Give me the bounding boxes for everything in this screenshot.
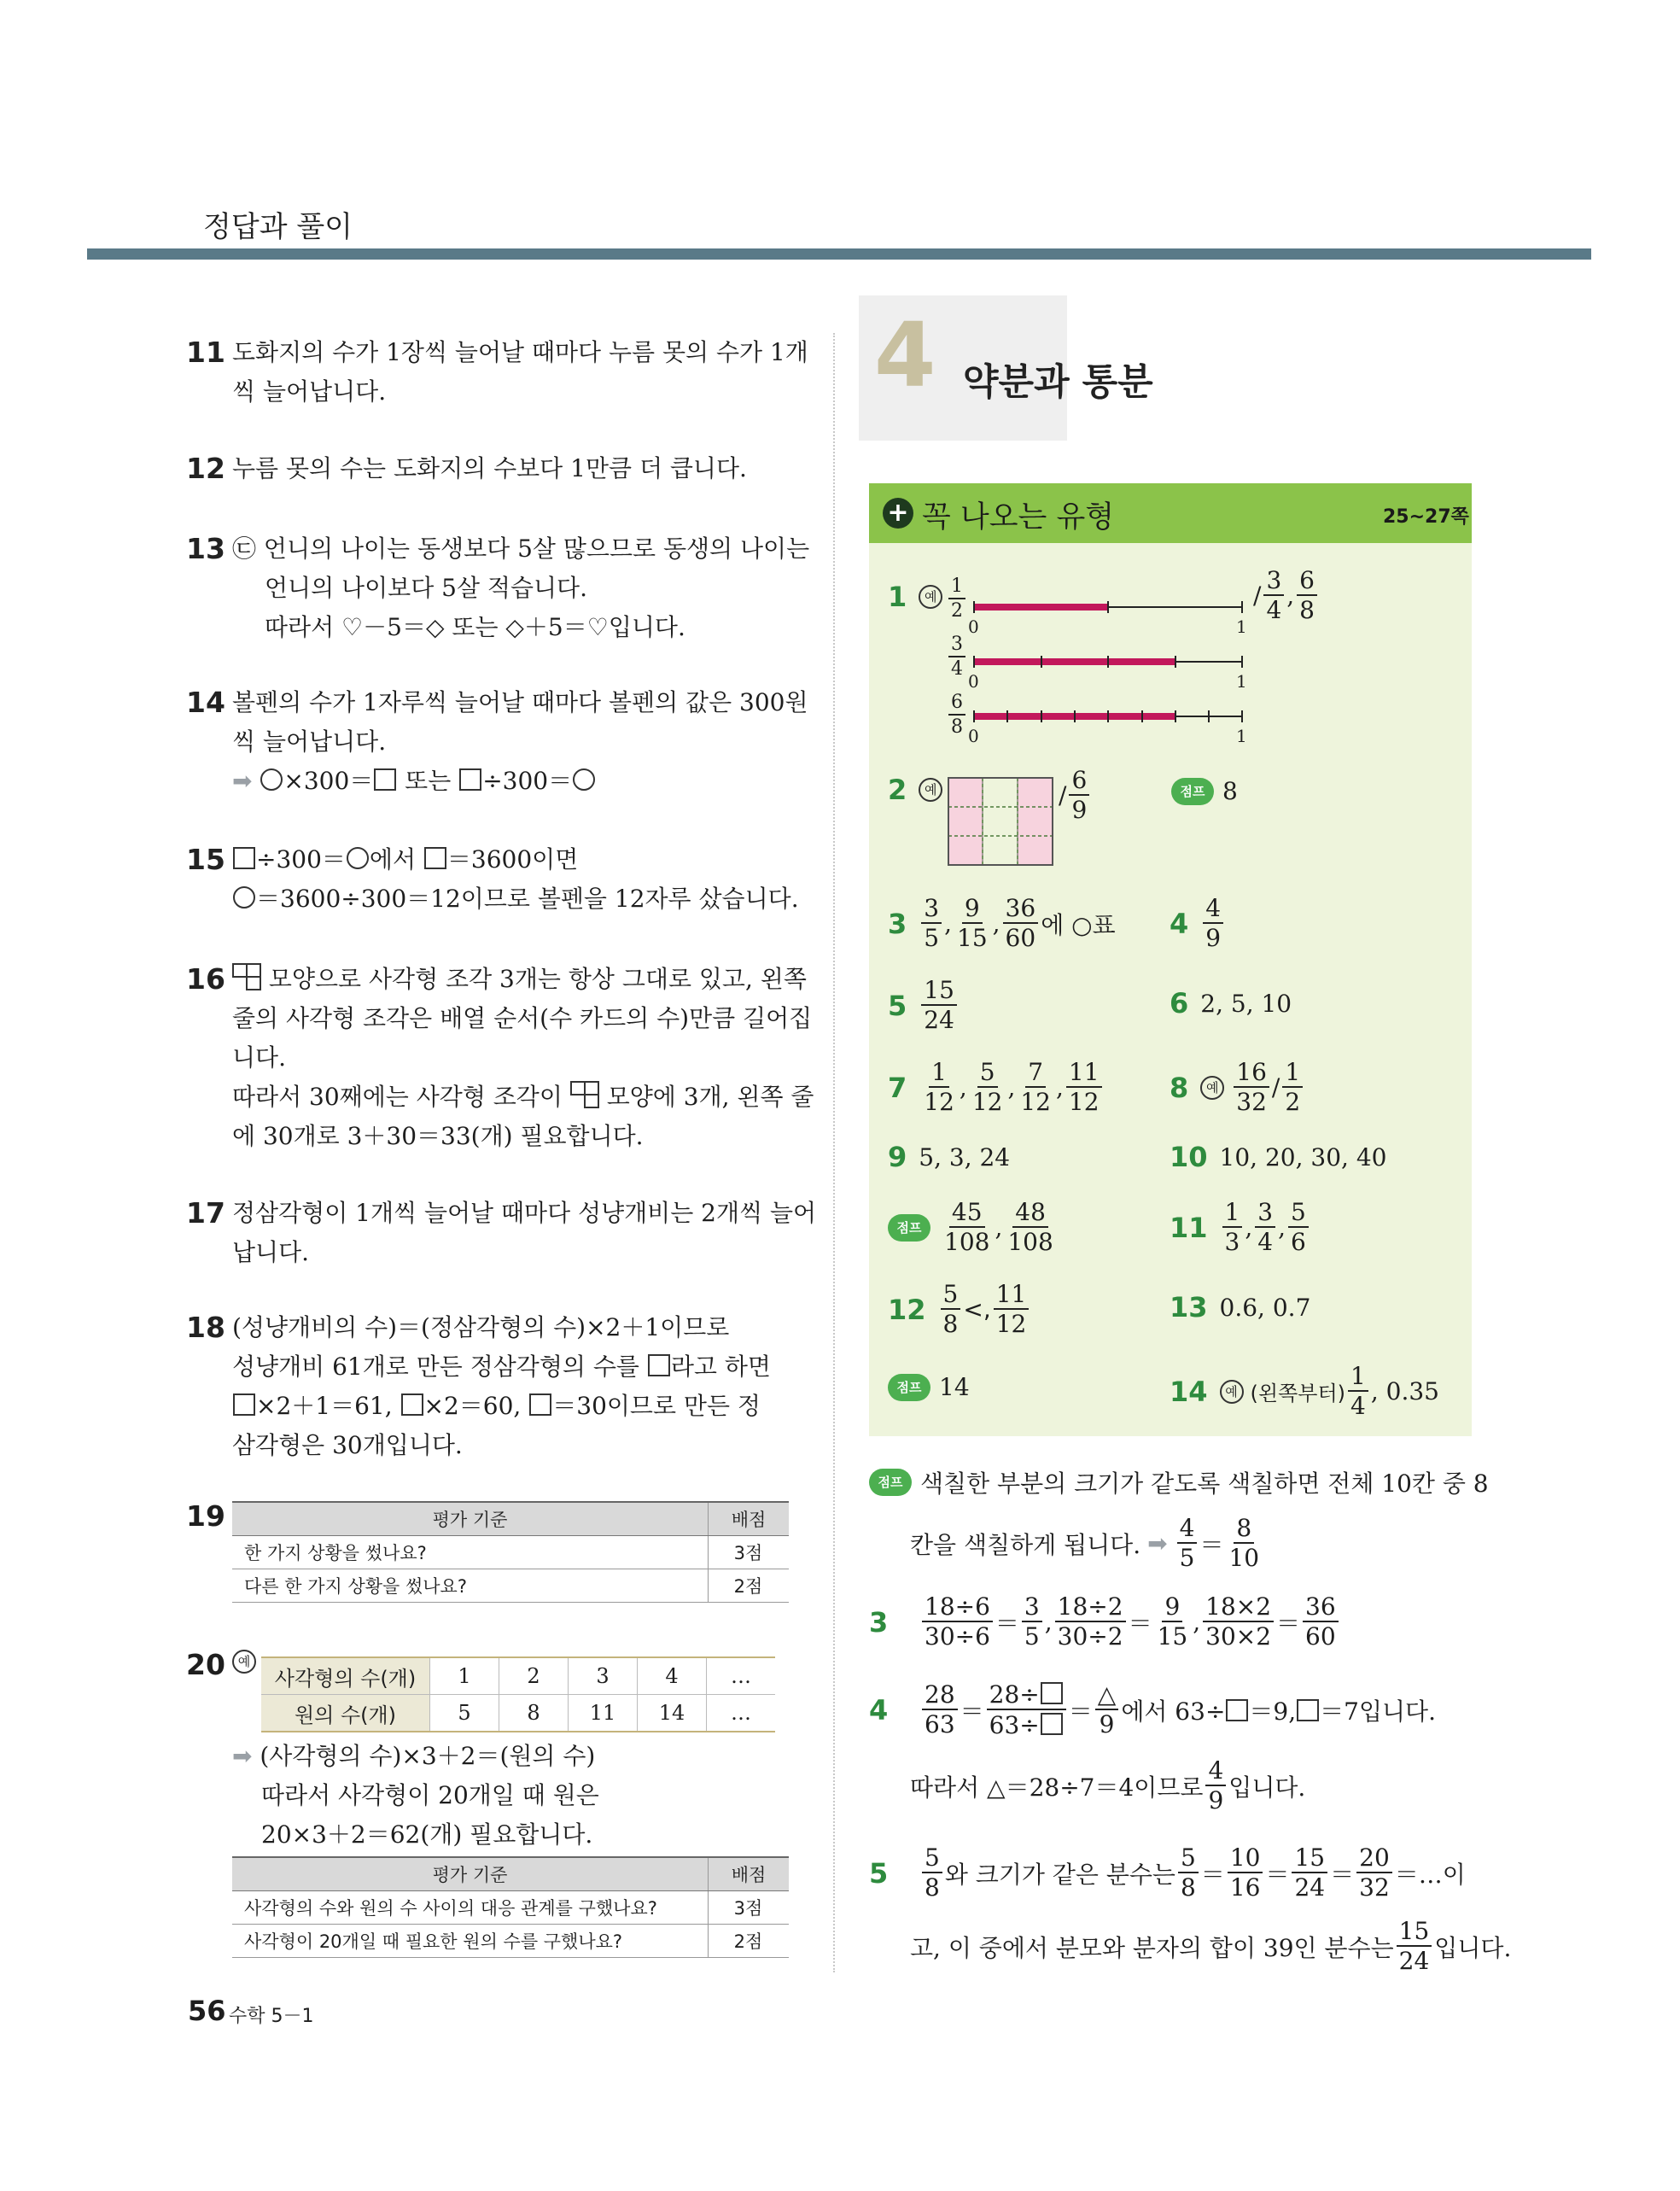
- question-number: 13: [186, 532, 225, 565]
- jump-badge: 점프: [888, 1374, 930, 1401]
- answer-line: 씩 늘어납니다.: [232, 727, 387, 756]
- example-badge: 예: [1220, 1380, 1244, 1404]
- jump-answer-b: 점프 $\frac{45}{108}$ , $\frac{48}{108}$: [888, 1201, 1059, 1254]
- tick-label: 1: [1236, 616, 1247, 637]
- box-shape: [459, 768, 481, 791]
- example-badge: 예: [232, 1650, 256, 1674]
- answer-number: 3: [888, 907, 907, 940]
- question-number: 17: [186, 1196, 225, 1230]
- table-cell: 11: [569, 1695, 638, 1732]
- tick: [973, 710, 975, 722]
- shaded-bar: [973, 604, 1107, 611]
- panel-answer-3: 3 $\frac{3}{5}$ , $\frac{9}{15}$ , $\frac{36}{60}$ 에 ○표: [888, 894, 1116, 952]
- tick: [1175, 710, 1176, 722]
- answer-line: 니다.: [232, 1043, 286, 1072]
- panel-answer-7: 7 $\frac{1}{12}$ , $\frac{5}{12}$ , $\frac{7}{12}$ , $\frac{11}{12}$: [888, 1060, 1105, 1114]
- tick: [1107, 710, 1109, 722]
- answer-number: 9: [888, 1141, 907, 1173]
- tick: [1107, 656, 1109, 668]
- answer-number: 2: [888, 774, 907, 806]
- answer-number: 3: [869, 1605, 889, 1639]
- table-cell: 5: [430, 1695, 499, 1732]
- table-cell: 4: [638, 1657, 707, 1695]
- answer-line: 따라서 ♡－5＝◇ 또는 ◇＋5＝♡입니다.: [265, 613, 685, 641]
- panel-answer-8: 8 예 $\frac{16}{32}$ / $\frac{1}{2}$: [1170, 1060, 1305, 1114]
- example-mark: [232, 1650, 263, 1674]
- panel-answer-6: 6 2, 5, 10: [1170, 987, 1292, 1020]
- table-row-header: 원의 수(개): [261, 1695, 430, 1732]
- tile-shape-icon: [232, 963, 261, 990]
- question-number: 12: [186, 452, 225, 485]
- tile-shape-icon: [570, 1081, 599, 1108]
- arrow-icon: ➡: [232, 1742, 253, 1770]
- criteria-cell: 사각형의 수와 원의 수 사이의 대응 관계를 구했나요?: [232, 1891, 709, 1925]
- panel-answer-10: 10 10, 20, 30, 40: [1170, 1141, 1387, 1173]
- answer-line: (성냥개비의 수)＝(정삼각형의 수)×2＋1이므로: [232, 1313, 730, 1341]
- tick: [1041, 710, 1042, 722]
- shaded-grid-diagram: [948, 777, 1053, 866]
- answer-line: 누름 못의 수는 도화지의 수보다 1만큼 더 큽니다.: [232, 454, 747, 482]
- panel-answer-12: 12 $\frac{5}{8}$ <, $\frac{11}{12}$: [888, 1282, 1031, 1336]
- box-shape: [1297, 1699, 1319, 1721]
- circle-shape: [233, 886, 255, 909]
- box-shape: [529, 1393, 551, 1416]
- jump-explanation-line2: 칸을 색칠하게 됩니다. ➡ $\frac{4}{5}$ ＝ $\frac{8}{10}$: [910, 1514, 1260, 1572]
- answer-number: 10: [1170, 1141, 1208, 1173]
- table-cell: 8: [499, 1695, 569, 1732]
- panel-title: 꼭 나오는 유형: [922, 500, 1115, 535]
- page-subject: 수학 5－1: [229, 2006, 314, 2027]
- answer-line: 납니다.: [232, 1238, 310, 1266]
- criteria-cell: 사각형이 20개일 때 필요한 원의 수를 구했나요?: [232, 1925, 709, 1958]
- tick: [973, 601, 975, 613]
- answer-line: 성냥개비 61개로 만든 정삼각형의 수를 라고 하면: [232, 1353, 771, 1381]
- answer-number: 13: [1170, 1291, 1208, 1323]
- box-shape: [233, 847, 255, 869]
- answer-number: 7: [888, 1071, 907, 1104]
- arrow-icon: ➡: [232, 767, 253, 795]
- chapter-title: 약분과 통분: [963, 361, 1153, 404]
- score-cell: 2점: [709, 1925, 790, 1958]
- table-cell: 14: [638, 1695, 707, 1732]
- question-number: 15: [186, 843, 225, 876]
- score-header: 배점: [709, 1857, 790, 1891]
- box-shape: [424, 847, 446, 869]
- explanation-5-line2: 고, 이 중에서 분모와 분자의 합이 39인 분수는 $\frac{15}{24}$ 입니다.: [910, 1917, 1512, 1975]
- tick: [1141, 710, 1143, 722]
- page-header-title: 정답과 풀이: [203, 210, 353, 244]
- bar-fraction-1: $\frac{1}{2}$: [946, 577, 968, 621]
- panel-answer-4: 4 $\frac{4}{9}$: [1170, 897, 1226, 950]
- tick: [1107, 601, 1109, 613]
- answer-number: 12: [888, 1293, 926, 1326]
- answer-line: ➡ ×300＝ 또는 ÷300＝: [232, 762, 596, 801]
- tick: [1241, 601, 1243, 613]
- box-shape: [401, 1393, 423, 1416]
- question-number: 19: [186, 1499, 225, 1533]
- circle-shape: [573, 768, 595, 791]
- sequence-table: [261, 1656, 775, 1732]
- shaded-bar: [973, 658, 1175, 665]
- criteria-table-19: [232, 1501, 789, 1603]
- criteria-header: 평가 기준: [232, 1857, 709, 1891]
- table-cell: 3: [569, 1657, 638, 1695]
- tick: [1208, 710, 1210, 722]
- header-rule: [87, 248, 1591, 260]
- box-shape: [648, 1354, 670, 1376]
- question-number: 20: [186, 1648, 225, 1681]
- explanation-3: 3 $\frac{18\div 6}{30\div 6}$ ＝ $\frac{3}{5}$ , $\frac{18\div 2}{30\div 2}$ ＝ $\frac{9}{15}$ , $\frac{18\times 2}{30\times 2}$ ＝ $\frac{36}{60}$: [869, 1595, 1341, 1649]
- tick-label: 1: [1236, 726, 1247, 746]
- answer-line: ➡ (사각형의 수)×3＋2＝(원의 수): [232, 1742, 596, 1770]
- answer-number: 1: [888, 581, 907, 613]
- answer-2-result: / $\frac{6}{9}$: [1059, 768, 1092, 822]
- bar-fraction-3: $\frac{6}{8}$: [946, 693, 968, 737]
- answer-line: ×2＋1＝61, ×2＝60, ＝30이므로 만든 정: [232, 1387, 761, 1426]
- jump-explanation: 점프 색칠한 부분의 크기가 같도록 색칠하면 전체 10칸 중 8: [869, 1465, 1489, 1499]
- answer-number: 4: [869, 1693, 889, 1727]
- score-cell: 3점: [709, 1536, 790, 1569]
- jump-badge: 점프: [888, 1214, 930, 1242]
- panel-answer-14: 14 예 (왼쪽부터) $\frac{1}{4}$ , 0.35: [1170, 1362, 1439, 1420]
- criteria-header: 평가 기준: [232, 1502, 709, 1536]
- chapter-number: 4: [874, 303, 936, 407]
- answer-1-result: / $\frac{3}{4}$ , $\frac{6}{8}$: [1253, 569, 1320, 622]
- example-badge: 예: [1200, 1076, 1224, 1100]
- tick: [1175, 656, 1176, 668]
- jump-answer-c: 점프 14: [888, 1373, 970, 1401]
- page-number: 56: [188, 1995, 226, 2027]
- answer-number: 14: [1170, 1375, 1208, 1408]
- explanation-4: 4 $\frac{28}{63}$ ＝ $\frac{28\div}{63\div}$ ＝ $\frac{\triangle}{9}$ 에서 63÷ ＝9, ＝7입니다.: [869, 1680, 1436, 1739]
- answer-line: 도화지의 수가 1장씩 늘어날 때마다 누름 못의 수가 1개: [232, 338, 808, 366]
- box-shape: [1041, 1682, 1063, 1704]
- question-number: 16: [186, 962, 225, 996]
- jump-badge: 점프: [869, 1469, 912, 1496]
- answer-line: 씩 늘어납니다.: [232, 377, 387, 406]
- panel-answer-11: 11 $\frac{1}{3}$ , $\frac{3}{4}$ , $\frac{5}{6}$: [1170, 1201, 1311, 1254]
- answer-line: ＝3600÷300＝12이므로 볼펜을 12자루 샀습니다.: [232, 879, 799, 919]
- tick: [1074, 710, 1076, 722]
- panel-answer-1: [888, 581, 949, 613]
- question-number: 18: [186, 1311, 225, 1344]
- box-shape: [1041, 1713, 1063, 1735]
- example-badge: 예: [919, 585, 942, 609]
- score-cell: 2점: [709, 1569, 790, 1603]
- jump-badge: 점프: [1171, 778, 1214, 805]
- example-badge: 예: [919, 778, 942, 802]
- table-cell: …: [707, 1657, 776, 1695]
- answer-line: 따라서 30째에는 사각형 조각이 모양에 3개, 왼쪽 줄: [232, 1083, 814, 1111]
- answer-number: 4: [1170, 907, 1189, 940]
- bar-fraction-2: $\frac{3}{4}$: [946, 635, 968, 679]
- score-header: 배점: [709, 1502, 790, 1536]
- plus-icon: +: [883, 498, 913, 529]
- panel-answer-5: 5 $\frac{15}{24}$: [888, 979, 960, 1032]
- circle-shape: [347, 847, 369, 869]
- panel-answer-9: 9 5, 3, 24: [888, 1141, 1011, 1173]
- answer-number: 6: [1170, 987, 1189, 1020]
- tick-label: 0: [968, 726, 979, 746]
- answer-line: 에 30개로 3＋30＝33(개) 필요합니다.: [232, 1122, 644, 1150]
- answer-line: 20×3＋2＝62(개) 필요합니다.: [261, 1820, 593, 1849]
- arrow-icon: ➡: [1147, 1529, 1168, 1557]
- tick: [1006, 710, 1008, 722]
- box-shape: [233, 1393, 255, 1416]
- question-number: 14: [186, 686, 225, 719]
- explanation-4-line2: 따라서 △＝28÷7＝4이므로 $\frac{4}{9}$ 입니다.: [910, 1756, 1306, 1814]
- tick-label: 0: [968, 616, 979, 637]
- answer-line: 정삼각형이 1개씩 늘어날 때마다 성냥개비는 2개씩 늘어: [232, 1199, 817, 1227]
- explanation-5: 5 $\frac{5}{8}$ 와 크기가 같은 분수는 $\frac{5}{8}$ ＝ $\frac{10}{16}$ ＝ $\frac{15}{24}$ ＝ $\frac{20}{32}$ ＝…이: [869, 1843, 1466, 1902]
- score-cell: 3점: [709, 1891, 790, 1925]
- table-cell: 1: [430, 1657, 499, 1695]
- answer-line: ㉢ 언니의 나이는 동생보다 5살 많으므로 동생의 나이는: [232, 535, 810, 563]
- answer-number: 8: [1170, 1071, 1189, 1104]
- tick: [973, 656, 975, 668]
- tick: [1241, 656, 1243, 668]
- question-number: 11: [186, 336, 225, 369]
- criteria-table-20: [232, 1856, 789, 1958]
- tick: [1241, 710, 1243, 722]
- circle-shape: [260, 768, 283, 791]
- answer-line: 모양으로 사각형 조각 3개는 항상 그대로 있고, 왼쪽: [232, 960, 807, 999]
- table-row-header: 사각형의 수(개): [261, 1657, 430, 1695]
- box-shape: [1226, 1699, 1248, 1721]
- tick-label: 1: [1236, 671, 1247, 692]
- panel-answer-13: 13 0.6, 0.7: [1170, 1291, 1311, 1323]
- criteria-cell: 한 가지 상황을 썼나요?: [232, 1536, 709, 1569]
- tick-label: 0: [968, 671, 979, 692]
- answer-number: 5: [888, 989, 907, 1022]
- jump-answer-a: 점프 8: [1171, 777, 1238, 805]
- tick: [1041, 656, 1042, 668]
- answer-line: 언니의 나이보다 5살 적습니다.: [265, 574, 587, 602]
- panel-answer-2: [888, 774, 949, 806]
- answer-number: 5: [869, 1856, 889, 1890]
- table-cell: 2: [499, 1657, 569, 1695]
- answer-line: 따라서 사각형이 20개일 때 원은: [261, 1781, 599, 1809]
- answer-line: 줄의 사각형 조각은 배열 순서(수 카드의 수)만큼 길어집: [232, 1004, 813, 1032]
- answer-line: ÷300＝ 에서 ＝3600이면: [232, 840, 578, 879]
- column-divider: [833, 333, 835, 1972]
- answer-line: 삼각형은 30개입니다.: [232, 1431, 463, 1459]
- answer-line: 볼펜의 수가 1자루씩 늘어날 때마다 볼펜의 값은 300원: [232, 688, 808, 716]
- table-cell: …: [707, 1695, 776, 1732]
- criteria-cell: 다른 한 가지 상황을 썼나요?: [232, 1569, 709, 1603]
- answer-number: 11: [1170, 1211, 1208, 1244]
- panel-page-range: 25~27쪽: [1383, 506, 1469, 528]
- box-shape: [374, 768, 396, 791]
